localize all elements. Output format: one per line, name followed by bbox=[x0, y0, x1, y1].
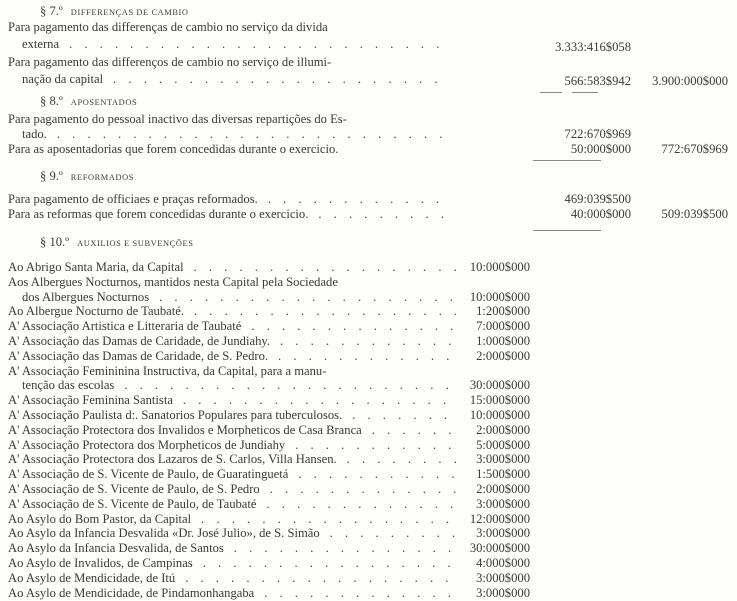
dot-leader bbox=[173, 393, 456, 408]
item-line bbox=[22, 37, 442, 52]
amount: 40:000$000 bbox=[570, 207, 631, 221]
item-line bbox=[8, 364, 326, 379]
dot-leader bbox=[254, 586, 456, 601]
item-text: Ao Abrigo Santa Maria, da Capital bbox=[8, 260, 184, 274]
item-line: Para pagamento das differenças de cambio no serviço da divida bbox=[8, 20, 328, 34]
amount: 2:000$000 bbox=[476, 422, 530, 437]
amount: 1:200$000 bbox=[476, 304, 530, 319]
dot-leader bbox=[184, 304, 456, 319]
item-text: tado. bbox=[22, 127, 47, 141]
divider bbox=[572, 92, 598, 93]
section-title: AUXILIOS E SUBVENÇÕES bbox=[77, 239, 194, 248]
item-line bbox=[8, 423, 456, 438]
section-number: § 7.º bbox=[40, 4, 63, 18]
amount: 1:000$000 bbox=[476, 334, 530, 348]
item-line bbox=[8, 207, 444, 222]
amount: 30:000$000 bbox=[469, 378, 530, 393]
dot-leader bbox=[268, 349, 456, 364]
item-line bbox=[22, 127, 442, 142]
amount: 3:000$000 bbox=[476, 496, 530, 511]
total-amount: 3.900:000$000 bbox=[652, 74, 728, 88]
item-text: Ao Asylo de Invalidos, de Campinas bbox=[8, 556, 193, 570]
amount: 5:000$000 bbox=[476, 437, 530, 452]
amount: 30:000$000 bbox=[469, 541, 530, 556]
divider bbox=[533, 230, 601, 231]
item-text: nação da capital bbox=[22, 72, 104, 86]
item-text: Ao Asylo da Infancia Desvalida, de Santos bbox=[8, 541, 224, 556]
dot-leader bbox=[59, 37, 442, 52]
item-text: A' Associação das Damas de Caridade, de S. Pedro. bbox=[8, 348, 269, 363]
dot-leader bbox=[337, 452, 456, 467]
item-line: Para pagamento das differenços de cambio no serviço de illumi- bbox=[8, 55, 332, 69]
dot-leader bbox=[260, 482, 456, 497]
item-line bbox=[8, 497, 456, 512]
item-text: Para as reformas que forem concedidas durante o exercicio. bbox=[8, 207, 309, 221]
dot-leader bbox=[285, 438, 456, 453]
item-line bbox=[8, 275, 338, 290]
item-text: A' Associação de S. Vicente de Paulo, de Guaratinguetá bbox=[8, 467, 289, 482]
item-line bbox=[8, 438, 456, 453]
item-text: A' Associação das Damas de Caridade, de Jundiahy. bbox=[8, 334, 270, 348]
section-heading bbox=[40, 169, 134, 185]
dot-leader bbox=[241, 319, 456, 334]
item-text: Aos Albergues Nocturnos, mantidos nesta Capital pela Sociedade bbox=[8, 274, 338, 289]
item-text: Ao Asylo de Mendicidade, de Itú bbox=[8, 570, 176, 585]
dot-leader bbox=[308, 207, 444, 222]
item-text: A' Associação Protectora dos Invalidos e Morpheticos de Casa Branca bbox=[8, 422, 362, 437]
amount: 50:000$000 bbox=[570, 142, 631, 156]
amount: 4:000$000 bbox=[476, 556, 530, 570]
item-line bbox=[8, 319, 456, 334]
section-title: APOSENTADOS bbox=[70, 98, 138, 107]
amount: 722:670$969 bbox=[564, 127, 631, 141]
amount: 7:000$000 bbox=[476, 319, 530, 334]
item-line bbox=[8, 408, 456, 423]
dot-leader bbox=[320, 526, 456, 541]
item-text: A' Associação Artistica e Litteraria de Taubaté bbox=[8, 319, 242, 334]
dot-leader bbox=[184, 260, 456, 275]
item-text: A' Associação Femininina Instructiva, da Capital, para a manu- bbox=[8, 363, 327, 378]
dot-leader bbox=[270, 334, 456, 349]
item-line bbox=[22, 72, 442, 87]
item-text: A' Associação Protectora dos Lazaros de S. Carlos, Villa Hansen. bbox=[8, 452, 337, 467]
amount: 469:039$500 bbox=[564, 192, 631, 206]
divider bbox=[540, 92, 562, 93]
dot-leader bbox=[362, 423, 456, 438]
dot-leader bbox=[191, 512, 456, 527]
item-line bbox=[8, 393, 456, 408]
item-line bbox=[8, 571, 456, 586]
dot-leader bbox=[342, 408, 456, 423]
item-line bbox=[8, 482, 456, 497]
item-text: A' Associação Protectora dos Morpheticos de Jundiahy bbox=[8, 437, 286, 452]
item-text: A' Associação de S. Vicente de Paulo, de Taubaté bbox=[8, 496, 257, 511]
dot-leader bbox=[224, 541, 456, 556]
amount: 3:000$000 bbox=[476, 526, 530, 541]
item-text: dos Albergues Nocturnos bbox=[22, 289, 150, 304]
item-line bbox=[8, 260, 456, 275]
amount: 2:000$000 bbox=[476, 348, 530, 363]
item-text: Ao Asylo da Infancia Desvalida «Dr. José Julio», de S. Simão bbox=[8, 526, 320, 541]
item-text: Para pagamento de officiaes e praças reformados. bbox=[8, 192, 258, 206]
section-heading bbox=[40, 94, 137, 110]
item-line bbox=[8, 349, 456, 364]
amount: 10:000$000 bbox=[469, 408, 530, 422]
item-line bbox=[8, 586, 456, 601]
dot-leader bbox=[258, 192, 444, 207]
total-amount: 509:039$500 bbox=[661, 207, 728, 221]
amount: 12:000$000 bbox=[469, 511, 530, 526]
section-heading bbox=[40, 235, 193, 251]
section-title: DIFFERENÇAS DE CAMBIO bbox=[70, 8, 189, 17]
dot-leader bbox=[288, 467, 456, 482]
amount: 3:000$000 bbox=[476, 452, 530, 467]
item-text: externa bbox=[22, 37, 60, 51]
amount: 3:000$000 bbox=[476, 585, 530, 600]
amount: 3.333:416$058 bbox=[555, 40, 631, 54]
dot-leader bbox=[47, 127, 442, 142]
amount: 566:583$942 bbox=[564, 74, 631, 88]
section-number: § 9.º bbox=[40, 169, 63, 183]
item-line bbox=[8, 556, 456, 571]
amount: 2:000$000 bbox=[476, 482, 530, 496]
item-text: Ao Albergue Nocturno de Taubaté. bbox=[8, 304, 184, 319]
item-text: Ao Asylo de Mendicidade, de Pindamonhangaba bbox=[8, 585, 255, 600]
item-line bbox=[8, 192, 444, 207]
item-line bbox=[8, 452, 456, 467]
dot-leader bbox=[114, 378, 456, 393]
total-amount: 772:670$969 bbox=[661, 142, 728, 156]
amount: 10:000$000 bbox=[469, 260, 530, 274]
amount: 15:000$000 bbox=[469, 393, 530, 408]
dot-leader bbox=[175, 571, 456, 586]
item-line bbox=[8, 334, 456, 349]
dot-leader bbox=[193, 556, 456, 571]
amount: 10:000$000 bbox=[469, 289, 530, 304]
item-text: Ao Asylo do Bom Pastor, da Capital bbox=[8, 511, 192, 526]
item-text: tenção das escolas bbox=[22, 378, 115, 393]
divider bbox=[533, 160, 601, 161]
item-line bbox=[8, 512, 456, 527]
section-heading bbox=[40, 4, 189, 20]
dot-leader bbox=[103, 72, 442, 87]
dot-leader bbox=[149, 290, 456, 305]
amount: 3:000$000 bbox=[476, 570, 530, 585]
amount: 1:500$000 bbox=[476, 467, 530, 482]
item-line bbox=[8, 304, 456, 319]
item-text: A' Associação Feminina Santista bbox=[8, 393, 173, 408]
dot-leader bbox=[256, 497, 456, 512]
item-text: A' Associação de S. Vicente de Paulo, de S. Pedro bbox=[8, 482, 260, 496]
item-line bbox=[8, 467, 456, 482]
item-line bbox=[8, 526, 456, 541]
item-line bbox=[22, 378, 456, 393]
item-line bbox=[22, 290, 456, 305]
item-line: Para as aposentadorias que forem concedidas durante o exercicio. bbox=[8, 142, 339, 156]
section-title: REFORMADOS bbox=[70, 173, 135, 182]
section-number: § 8.º bbox=[40, 94, 63, 108]
item-text: A' Associação Paulista d:. Sanatorios Populares para tuberculosos. bbox=[8, 408, 343, 422]
item-line bbox=[8, 541, 456, 556]
section-number: § 10.º bbox=[40, 235, 70, 249]
item-line: Para pagamento do pessoal inactivo das diversas repartições do Es- bbox=[8, 112, 347, 126]
